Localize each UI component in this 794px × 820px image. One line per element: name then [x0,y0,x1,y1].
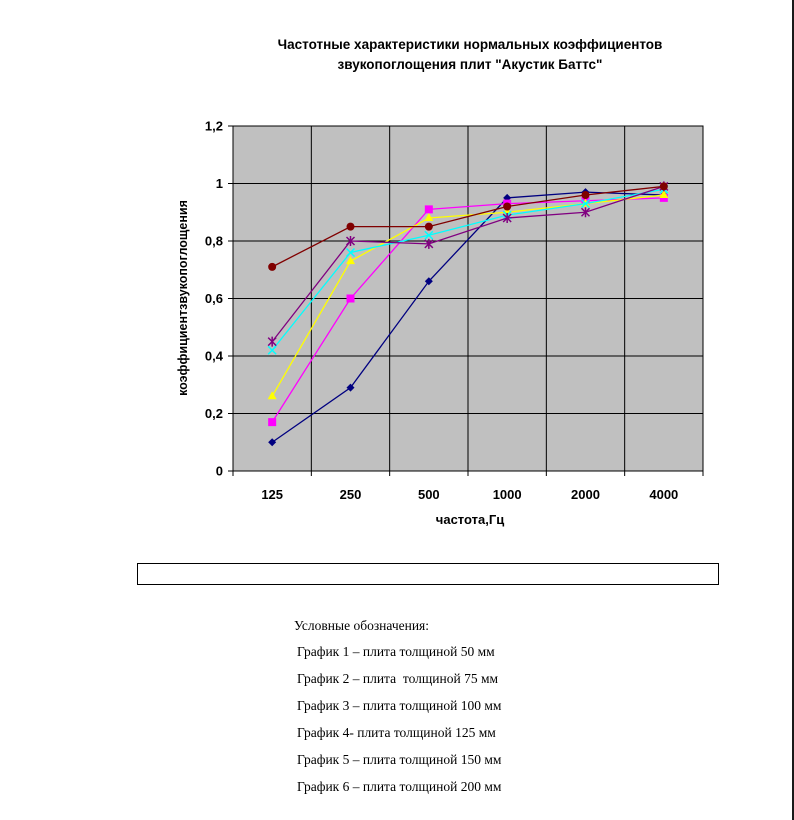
note-item: График 1 – плита толщиной 50 мм [297,644,495,659]
x-axis-title: частота,Гц [435,512,505,527]
data-point [268,418,276,426]
y-tick-label: 0 [215,463,223,479]
data-point [347,295,355,303]
y-tick-label: 1,2 [204,118,223,134]
note-item: График 6 – плита толщиной 200 мм [297,779,502,794]
data-point [660,182,668,190]
note-item: График 3 – плита толщиной 100 мм [297,698,502,713]
y-tick-label: 0,8 [204,233,223,249]
x-tick-label: 250 [339,487,362,502]
data-point [582,191,590,199]
y-tick-label: 1 [215,176,223,191]
x-tick-label: 2000 [571,487,600,502]
data-point [425,223,433,231]
x-tick-label: 4000 [649,487,679,502]
data-point [268,263,276,271]
x-tick-label: 500 [417,487,440,502]
x-tick-label: 1000 [492,487,522,502]
y-axis-title: коэффициентзвукопоглощения [176,200,190,396]
chart-title-line-1: Частотные характеристики нормальных коэффициентов [277,37,663,52]
notes-heading: Условные обозначения: [294,618,430,633]
y-tick-label: 0,6 [204,291,223,306]
x-tick-label: 125 [261,487,284,502]
y-tick-label: 0,4 [204,348,223,364]
data-point [425,205,433,213]
note-item: График 5 – плита толщиной 150 мм [297,752,502,767]
y-tick-label: 0,2 [204,406,223,421]
data-point [347,223,355,231]
chart-title-line-2: звукопоглощения плит "Акустик Баттс" [337,57,603,72]
note-item: График 4- плита толщиной 125 мм [297,725,496,740]
data-point [503,203,511,211]
legend [137,563,719,585]
note-item: График 2 – плита толщиной 75 мм [297,671,499,686]
